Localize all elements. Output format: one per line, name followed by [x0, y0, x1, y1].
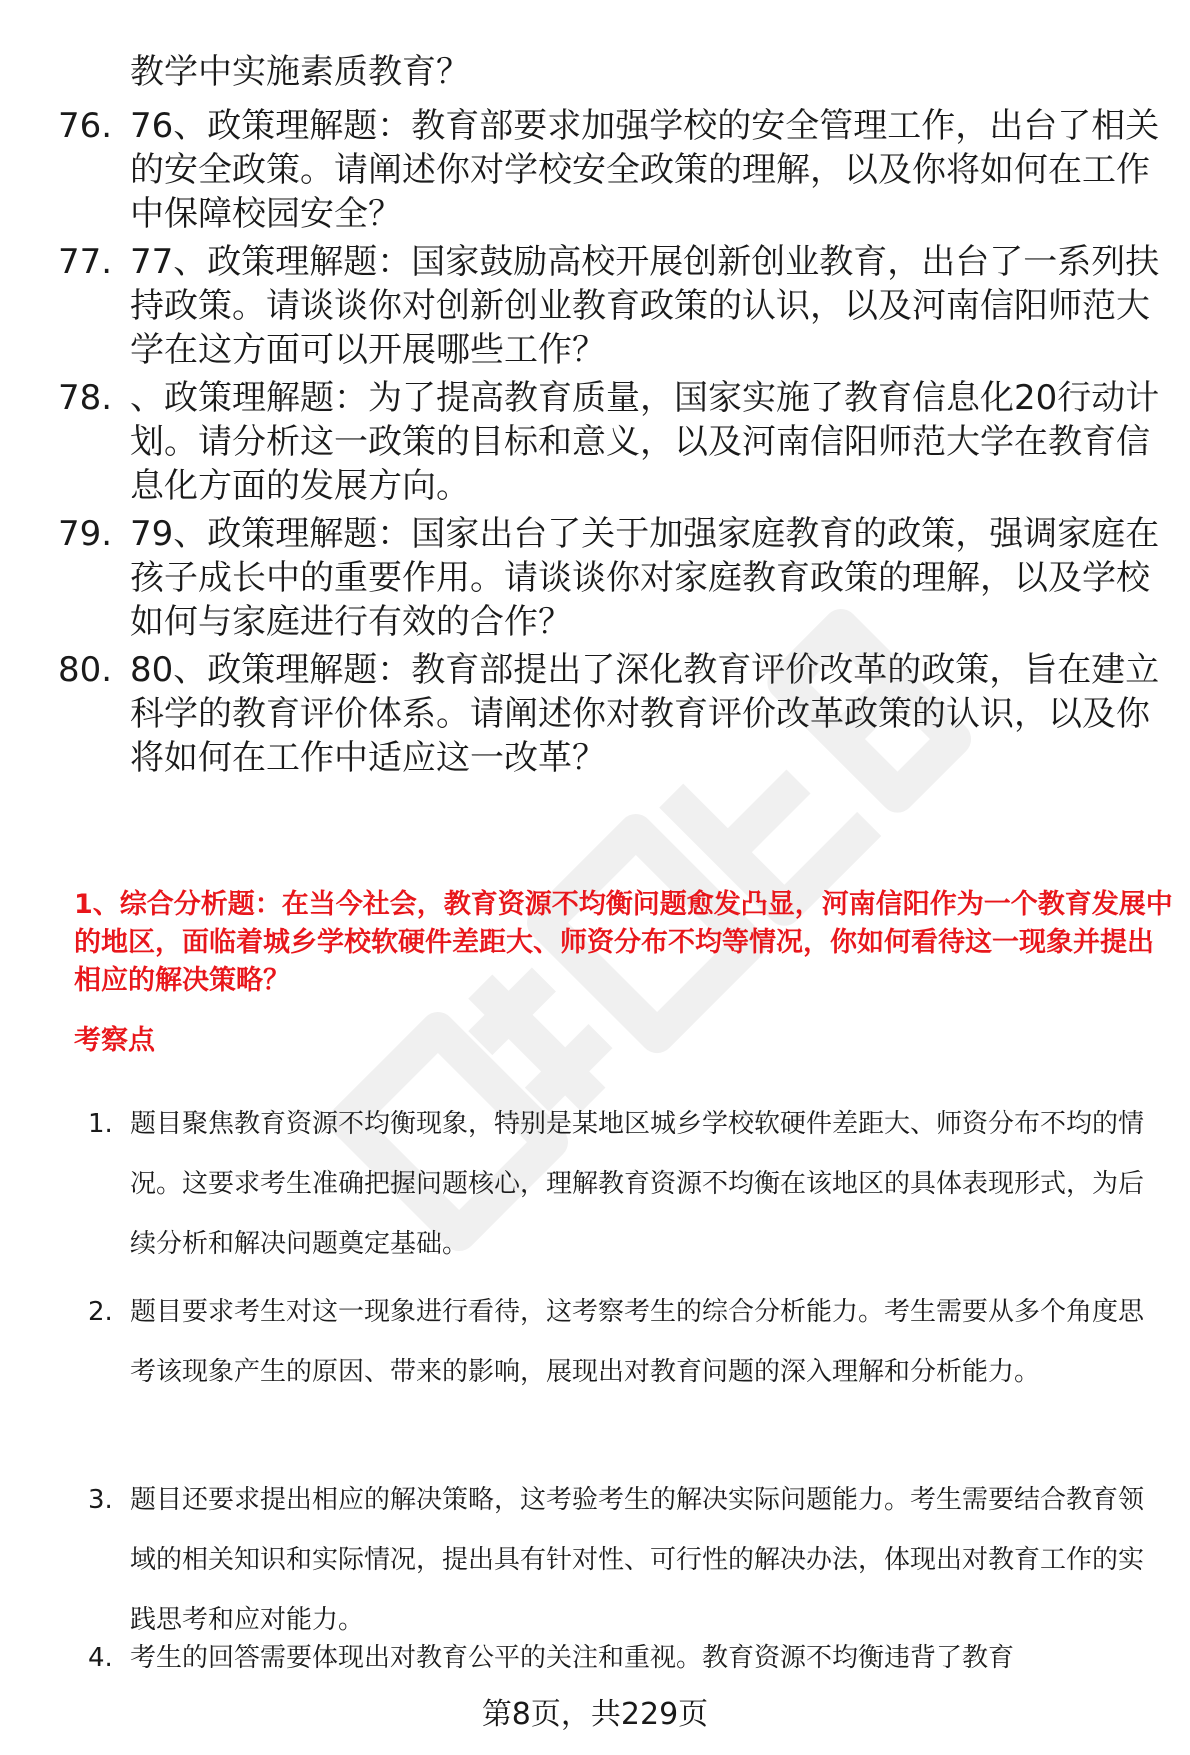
point-text: 题目聚焦教育资源不均衡现象，特别是某地区城乡学校软硬件差距大、师资分布不均的情况。这要求考生准确把握问题核心，理解教育资源不均衡在该地区的具体表现形式，为后续分析和解决问题奠定基础。	[130, 1109, 1145, 1259]
point-number: 3.	[88, 1485, 113, 1515]
point-number: 4.	[88, 1643, 113, 1673]
page-footer: 第8页，共229页	[481, 1697, 709, 1732]
point-text: 题目还要求提出相应的解决策略，这考验考生的解决实际问题能力。考生需要结合教育领域的相关知识和实际情况，提出具有针对性、可行性的解决办法，体现出对教育工作的实践思考和应对能力。	[130, 1485, 1145, 1635]
question-text: 、政策理解题：为了提高教育质量，国家实施了教育信息化20行动计划。请分析这一政策的目标和意义，以及河南信阳师范大学在教育信息化方面的发展方向。	[130, 378, 1160, 506]
point-text: 考生的回答需要体现出对教育公平的关注和重视。教育资源不均衡违背了教育	[130, 1643, 1015, 1673]
point-number: 2.	[88, 1297, 113, 1327]
question-text: 80、政策理解题：教育部提出了深化教育评价改革的政策，旨在建立科学的教育评价体系。请阐述你对教育评价改革政策的认识，以及你将如何在工作中适应这一改革？	[130, 650, 1160, 778]
question-number: 76.	[58, 106, 113, 146]
question-number: 78.	[58, 378, 113, 418]
section-label: 考察点	[74, 1025, 155, 1056]
question-text: 79、政策理解题：国家出台了关于加强家庭教育的政策，强调家庭在孩子成长中的重要作用。请谈谈你对家庭教育政策的理解，以及学校如何与家庭进行有效的合作？	[130, 514, 1160, 642]
question-text: 76、政策理解题：教育部要求加强学校的安全管理工作，出台了相关的安全政策。请阐述你对学校安全政策的理解，以及你将如何在工作中保障校园安全？	[130, 106, 1160, 234]
question-number: 79.	[58, 514, 113, 554]
continuation-line: 教学中实施素质教育？	[130, 52, 470, 92]
point-number: 1.	[88, 1109, 113, 1139]
question-number: 77.	[58, 242, 113, 282]
question-text: 77、政策理解题：国家鼓励高校开展创新创业教育，出台了一系列扶持政策。请谈谈你对创新创业教育政策的认识，以及河南信阳师范大学在这方面可以开展哪些工作？	[130, 242, 1160, 370]
section-heading: 1、综合分析题：在当今社会，教育资源不均衡问题愈发凸显，河南信阳作为一个教育发展中的地区，面临着城乡学校软硬件差距大、师资分布不均等情况，你如何看待这一现象并提出相应的解决策略？	[74, 889, 1173, 996]
question-number: 80.	[58, 650, 113, 690]
point-text: 题目要求考生对这一现象进行看待，这考察考生的综合分析能力。考生需要从多个角度思考该现象产生的原因、带来的影响，展现出对教育问题的深入理解和分析能力。	[130, 1297, 1145, 1387]
